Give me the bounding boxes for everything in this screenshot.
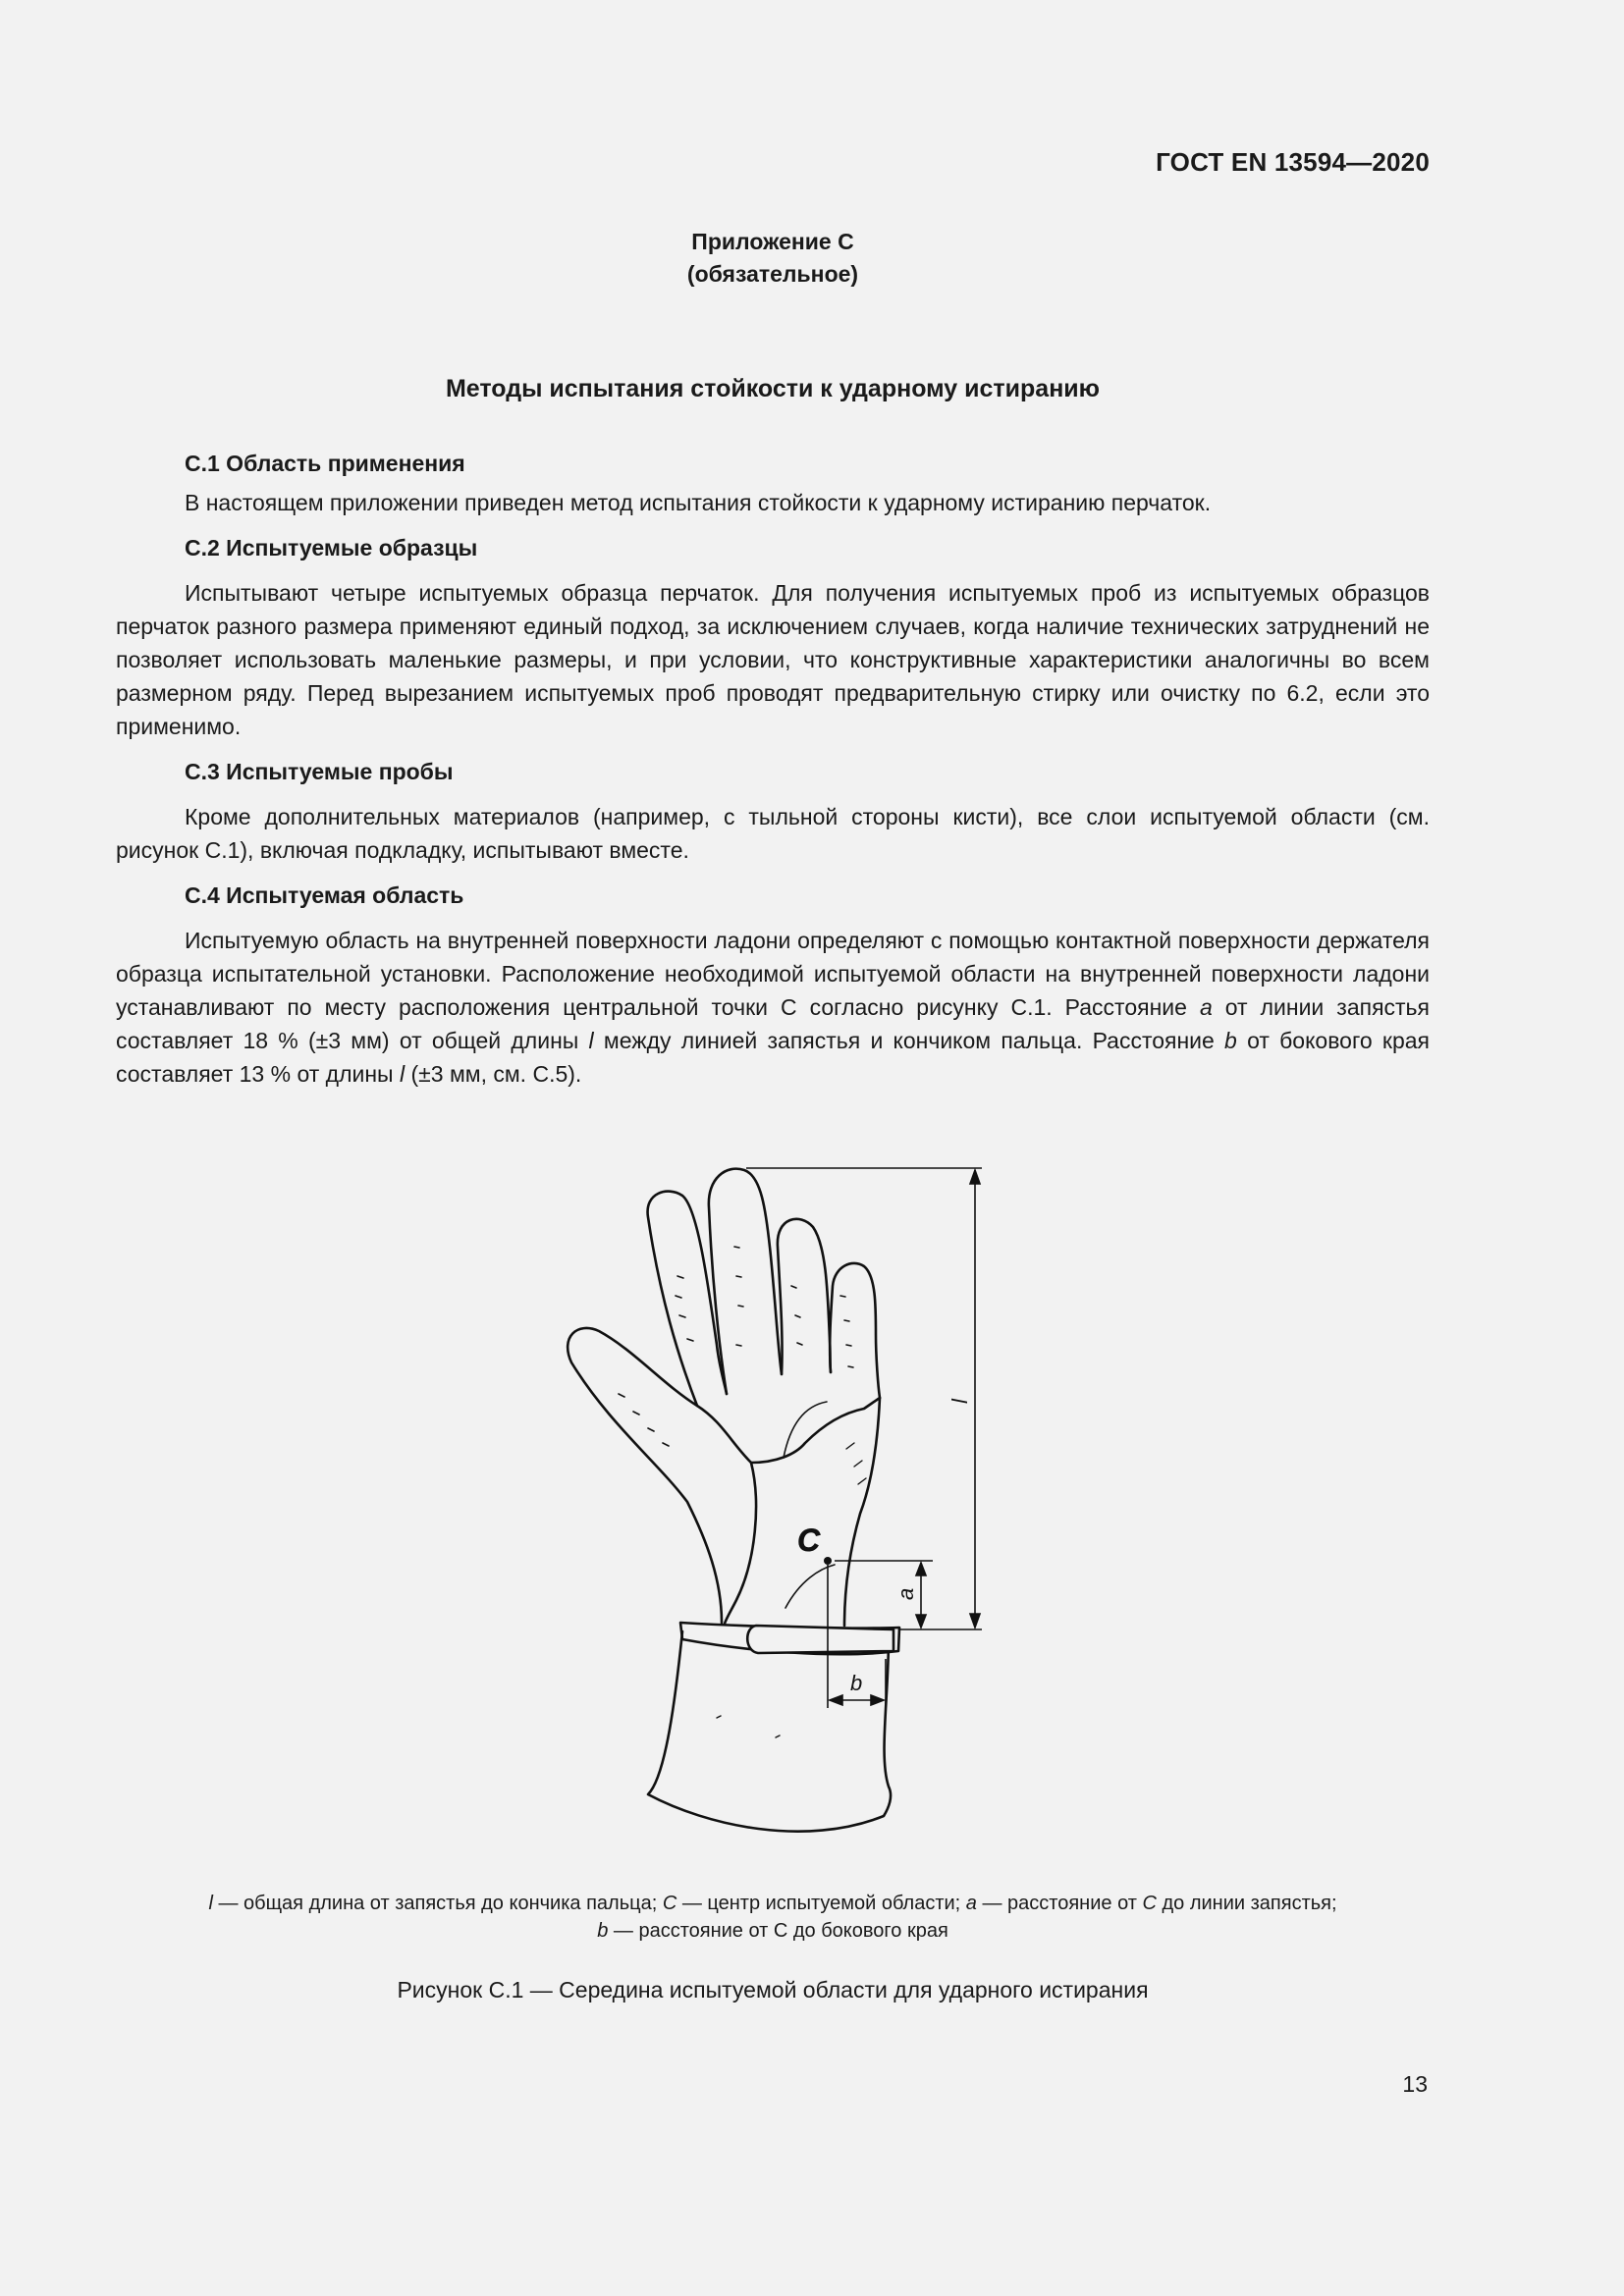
c4-text-5: (±3 мм, см. С.5).	[405, 1061, 582, 1087]
glove-figure	[550, 1148, 1021, 1875]
glove-crease-7	[846, 1443, 866, 1484]
legend-var-c: C	[662, 1893, 677, 1914]
glove-cuff	[648, 1631, 891, 1832]
c4-var-b: b	[1224, 1028, 1237, 1053]
section-paragraph-c3: Кроме дополнительных материалов (например, с тыльной стороны кисти), все слои испытуемой области (см. рисунок С.1), включая подкладку, испытывают вместе.	[116, 804, 1430, 863]
glove-crease-4	[791, 1286, 802, 1345]
dim-a-arrow-top	[916, 1563, 926, 1575]
c4-text-4: от бокового края составляет 13 % от длины	[116, 1028, 1430, 1087]
section-heading-c4: С.4 Испытуемая область	[185, 882, 464, 908]
legend-text-c: — центр испытуемой области;	[677, 1893, 966, 1914]
body-text	[116, 447, 1430, 1102]
glove-drawing	[550, 1148, 1021, 1875]
figure-legend	[116, 1890, 1430, 1945]
c4-text-1: Испытуемую область на внутренней поверхности ладони определяют с помощью контактной поверхности держателя образца испытательной установки. Расположение необходимой испытуемой области на внутренней поверхности ладони устанавливают по месту расположения центральной точки С согласно рисунку С.1. Расстояние	[116, 928, 1430, 1020]
legend-line-1	[116, 1890, 1430, 1917]
label-b: b	[850, 1671, 863, 1695]
legend-var-b: b	[597, 1920, 609, 1942]
glove-finger-little	[830, 1263, 880, 1398]
legend-var-l: l	[208, 1893, 213, 1914]
dim-l-arrow-top	[970, 1170, 980, 1184]
legend-text-a2: до линии запястья;	[1156, 1893, 1337, 1914]
section-paragraph-c4	[116, 924, 1430, 1091]
page-number: 13	[1402, 2071, 1428, 2097]
glove-crease-5	[840, 1296, 853, 1367]
legend-text-b: — расстояние от С до бокового края	[608, 1920, 948, 1942]
glove-crease-2	[676, 1276, 693, 1341]
glove-crease-9	[717, 1716, 780, 1737]
c4-var-a: a	[1199, 994, 1213, 1020]
legend-text-l: — общая длина от запястья до кончика пальца;	[212, 1893, 663, 1914]
c4-var-l2: l	[399, 1061, 406, 1087]
dim-b-arrow-left	[830, 1695, 842, 1705]
annex-heading	[0, 226, 1545, 291]
glove-crease-6	[619, 1394, 669, 1446]
dim-b-arrow-right	[871, 1695, 884, 1705]
annex-title: Методы испытания стойкости к ударному истиранию	[445, 375, 1101, 402]
legend-text-a: — расстояние от	[976, 1893, 1143, 1914]
glove-palm-edge	[725, 1463, 756, 1624]
annex-label: Приложение С	[691, 229, 854, 254]
dim-l-arrow-bottom	[970, 1614, 980, 1628]
label-c: C	[797, 1522, 821, 1558]
glove-band-tab	[747, 1626, 893, 1653]
dim-a-arrow-bottom	[916, 1615, 926, 1628]
label-l: l	[947, 1399, 972, 1404]
glove-palm-patch	[751, 1398, 880, 1463]
label-a: a	[893, 1587, 918, 1600]
c4-text-3: между линией запястья и кончиком пальца. Расстояние	[593, 1028, 1225, 1053]
legend-line-2	[116, 1917, 1430, 1945]
glove-finger-ring	[778, 1219, 831, 1374]
annex-status: (обязательное)	[686, 261, 859, 287]
section-heading-c1: С.1 Область применения	[185, 451, 465, 476]
test-center-point	[824, 1557, 832, 1565]
c4-var-l: l	[588, 1028, 594, 1053]
glove-outer-edge	[844, 1398, 880, 1626]
section-heading-c2: С.2 Испытуемые образцы	[185, 535, 478, 561]
glove-crease-3	[734, 1247, 743, 1346]
section-paragraph-c2: Испытывают четыре испытуемых образца перчаток. Для получения испытуемых проб из испытуемых образцов перчаток разного размера применяют единый подход, за исключением случаев, когда наличие технических затруднений не позволяет использовать маленькие размеры, и при условии, что конструктивные характеристики аналогичны во всем размерном ряду. Перед вырезанием испытуемых проб проводят предварительную стирку или очистку по 6.2, если это применимо.	[116, 580, 1430, 739]
legend-var-a-c: C	[1142, 1893, 1157, 1914]
legend-var-a: a	[965, 1893, 977, 1914]
c4-text-2: от линии запястья составляет 18 % (±3 мм) от общей длины	[116, 994, 1430, 1053]
figure-caption: Рисунок С.1 — Середина испытуемой области для ударного истирания	[397, 1977, 1149, 2002]
section-paragraph-c1: В настоящем приложении приведен метод испытания стойкости к ударному истиранию перчаток.	[185, 490, 1212, 515]
standard-code: ГОСТ EN 13594—2020	[1156, 147, 1430, 177]
section-heading-c3: С.3 Испытуемые пробы	[185, 759, 454, 784]
